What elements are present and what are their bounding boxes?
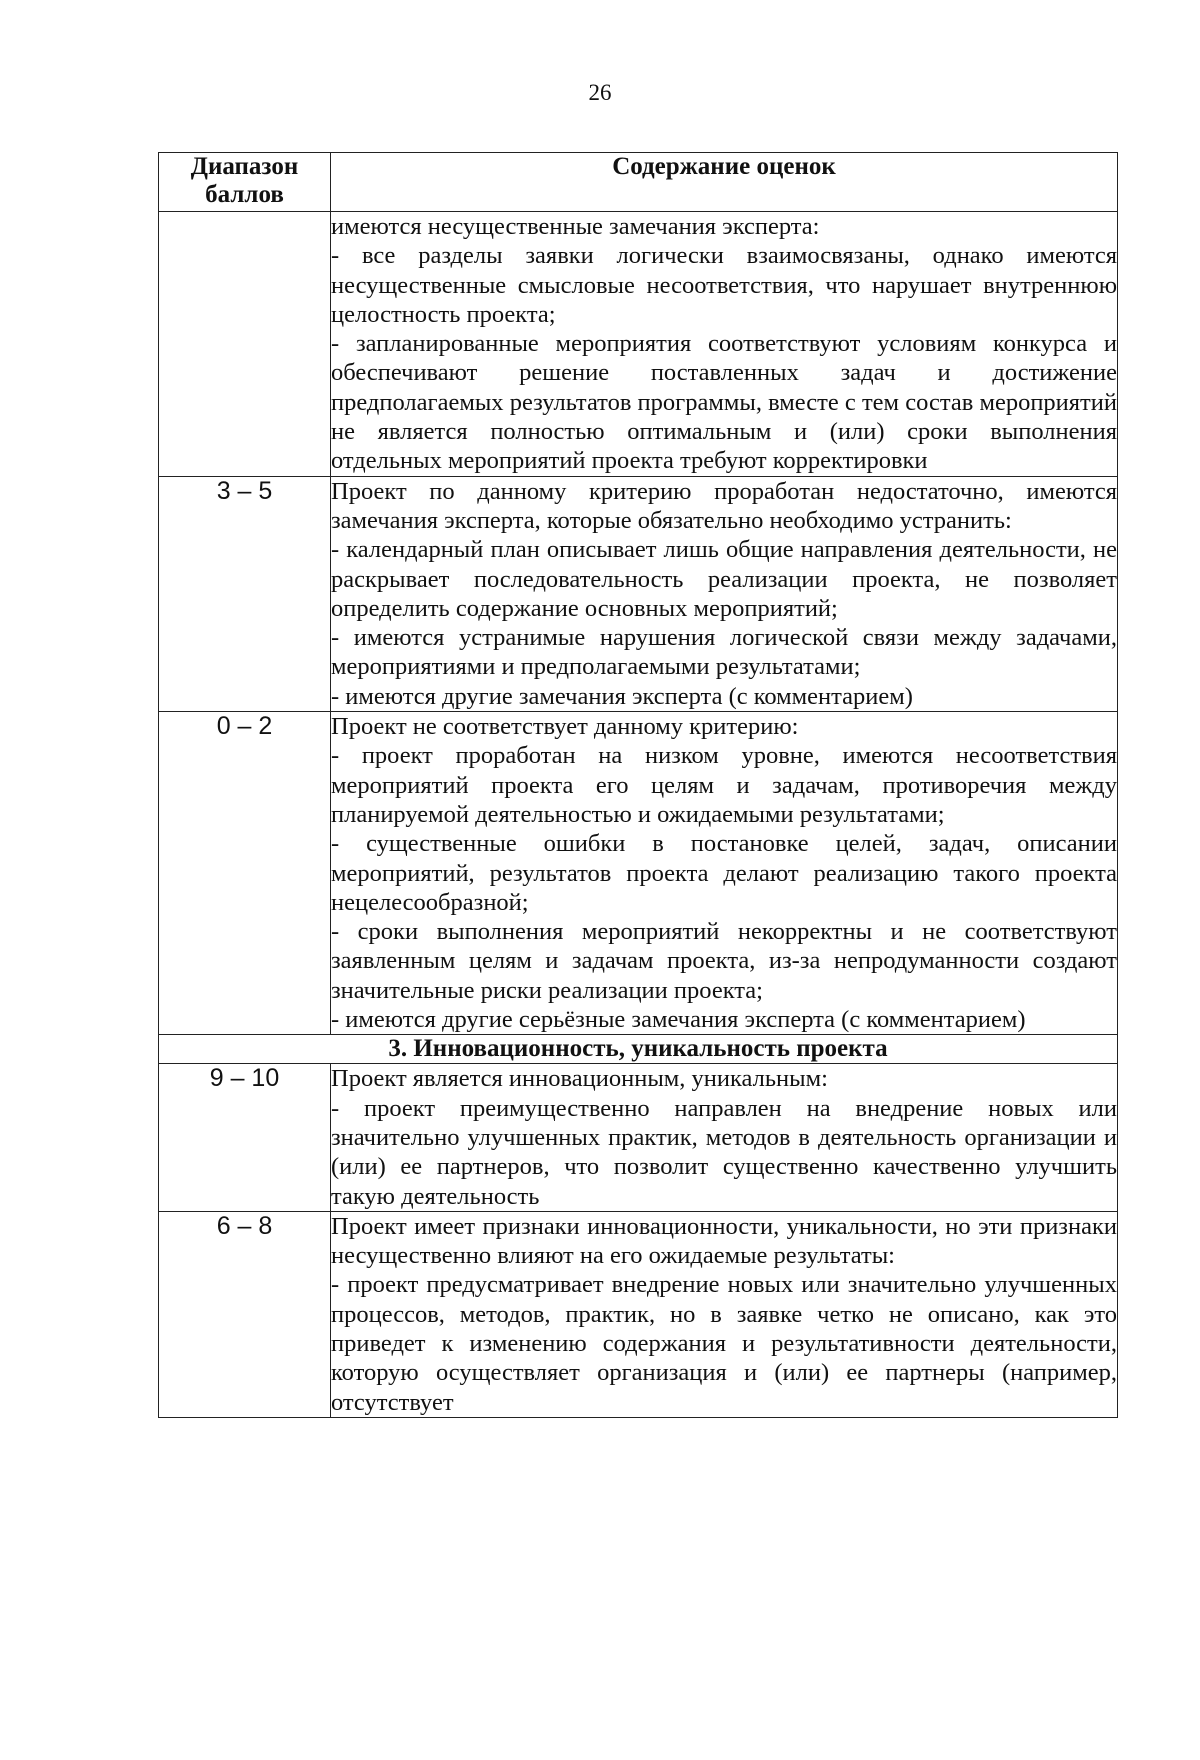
criteria-paragraph: - календарный план описывает лишь общие направления деятельности, не раскрывает последовательность реализации проекта, не позволяет определить содержание основных мероприятий;	[331, 536, 1117, 622]
criteria-paragraph: имеются несущественные замечания эксперта:	[331, 213, 820, 240]
criteria-paragraph: - имеются другие серьёзные замечания эксперта (с комментарием)	[331, 1006, 1026, 1034]
criteria-paragraph: Проект является инновационным, уникальным:	[331, 1065, 828, 1093]
score-range: 3 – 5	[159, 476, 331, 711]
table-row	[159, 1211, 1118, 1417]
criteria-paragraph: - проект проработан на низком уровне, имеются несоответствия мероприятий проекта его целям и задачам, противоречия между планируемой деятельностью и ожидаемыми результатами;	[331, 742, 1117, 828]
score-range: 9 – 10	[159, 1064, 331, 1211]
criteria-paragraph: - все разделы заявки логически взаимосвязаны, однако имеются несущественные смысловые несоответствия, что нарушает внутреннюю целостность проекта;	[331, 242, 1117, 328]
criteria-paragraph: Проект имеет признаки инновационности, уникальности, но эти признаки несущественно влияют на его ожидаемые результаты:	[331, 1212, 1117, 1270]
criteria-paragraph: Проект по данному критерию проработан недостаточно, имеются замечания эксперта, которые обязательно необходимо устранить:	[331, 477, 1117, 534]
evaluation-table	[158, 152, 1118, 1418]
criteria-content	[331, 476, 1118, 711]
header-content: Содержание оценок	[331, 153, 1118, 212]
table-row	[159, 1064, 1118, 1211]
page-number: 26	[588, 80, 612, 105]
criteria-content	[331, 1211, 1118, 1417]
table-row	[159, 712, 1118, 1035]
criteria-paragraph: - сроки выполнения мероприятий некорректны и не соответствуют заявленным целям и задачам проекта, из-за непродуманности создают значительные риски реализации проекта;	[331, 918, 1117, 1004]
score-range	[159, 212, 331, 477]
criteria-paragraph: - запланированные мероприятия соответствуют условиям конкурса и обеспечивают решение поставленных задач и достижение предполагаемых результатов программы, вместе с тем состав мероприятий не является полностью оптимальным и (или) сроки выполнения отдельных мероприятий проекта требуют корректировки	[331, 330, 1117, 475]
criteria-paragraph: - существенные ошибки в постановке целей, задач, описании мероприятий, результатов проекта делают реализацию такого проекта нецелесообразной;	[331, 830, 1117, 916]
table-row	[159, 476, 1118, 711]
score-range: 0 – 2	[159, 712, 331, 1035]
section-row	[159, 1035, 1118, 1064]
header-range: Диапазон баллов	[159, 153, 331, 212]
criteria-content	[331, 712, 1118, 1035]
criteria-paragraph: Проект не соответствует данному критерию:	[331, 713, 799, 741]
section-heading: 3. Инновационность, уникальность проекта	[159, 1035, 1118, 1064]
criteria-paragraph: - имеются устранимые нарушения логической связи между задачами, мероприятиями и предполагаемыми результатами;	[331, 624, 1117, 681]
score-range: 6 – 8	[159, 1211, 331, 1417]
criteria-paragraph: - проект преимущественно направлен на внедрение новых или значительно улучшенных практик, методов в деятельность организации и (или) ее партнеров, что позволит существенно качественно улучшить такую деятельность	[331, 1094, 1117, 1210]
table-header-row	[159, 153, 1118, 212]
criteria-content	[331, 1064, 1118, 1211]
criteria-content	[331, 212, 1118, 477]
criteria-paragraph: - проект предусматривает внедрение новых или значительно улучшенных процессов, методов, практик, но в заявке четко не описано, как это приведет к изменению содержания и результативности деятельности, которую осуществляет организация и (или) ее партнеры (например, отсутствует	[331, 1271, 1117, 1416]
table-row	[159, 212, 1118, 477]
criteria-paragraph: - имеются другие замечания эксперта (с комментарием)	[331, 682, 913, 710]
